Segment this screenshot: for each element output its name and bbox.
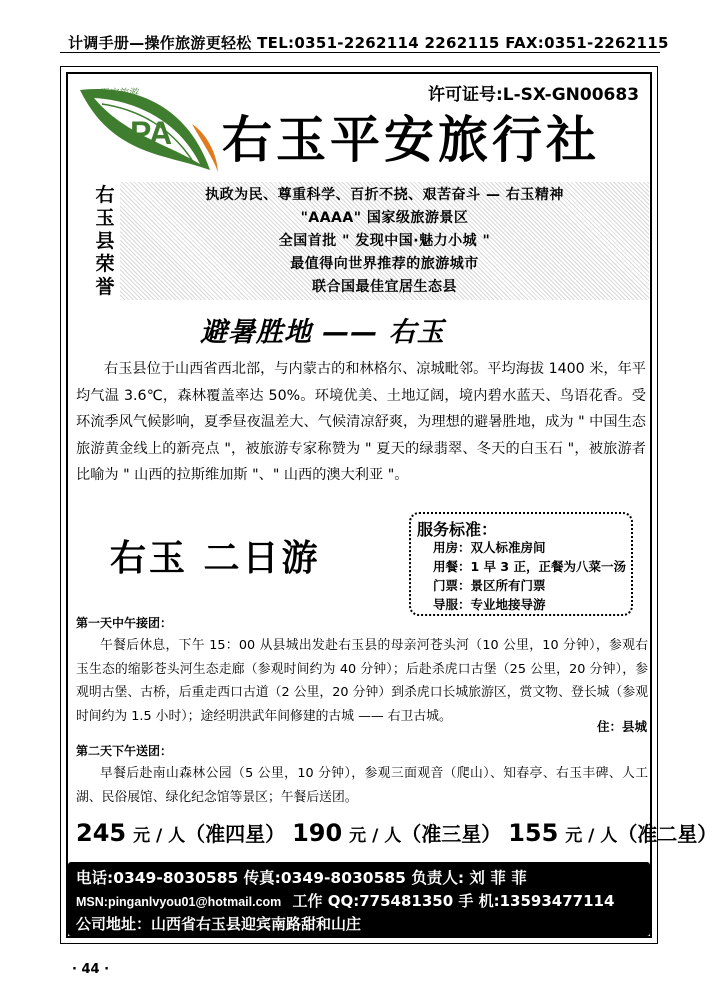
day2-text: 早餐后赴南山森林公园（5 公里，10 分钟），参观三面观音（爬山）、知春亭、右玉丰碑、人工湖、民俗展馆、绿化纪念馆等景区；午餐后送团。 — [76, 766, 648, 805]
company-name: 右玉平安旅行社 — [222, 110, 600, 169]
logo-tagline: 平安旅游 — [98, 88, 138, 99]
contact-box — [68, 862, 650, 936]
price-item: 190 元 / 人（准三星） — [292, 819, 502, 847]
honor-item: 最值得向世界推荐的旅游城市 — [290, 256, 479, 272]
contact-msn: MSN:pinganlvyou01@hotmail.com — [76, 895, 282, 909]
day1-text: 午餐后休息，下午 15：00 从县城出发赴右玉县的母亲河苍头河（10 公里，10 分钟），参观右玉生态的缩影苍头河生态走廊（参观时间约为 40 分钟）；后赴杀虎口古堡（25 公里，20 分钟），参观明古堡、古桥，后重走西口古道（2 公里，20 分钟）到杀虎口长城旅游区，赏文物、登长城（参观时间约为 1.5 小时）；途经明洪武年间修建的古城 —— 右卫古城。 — [76, 638, 648, 724]
service-item: 门票：景区所有门票 — [433, 578, 546, 593]
company-logo — [72, 84, 222, 176]
price-list — [76, 818, 717, 847]
service-item: 用餐：1 早 3 正，正餐为八菜一汤 — [433, 559, 626, 574]
honors-banner — [74, 182, 649, 300]
service-title: 服务标准： — [417, 520, 498, 539]
page-header: 计调手册—操作旅游更轻松 TEL:0351-2262114 2262115 FAX:0351-2262115 — [68, 34, 669, 52]
honor-item: 全国首批 " 发现中国·魅力小城 " — [278, 233, 491, 249]
service-item: 导服：专业地接导游 — [433, 597, 546, 612]
honor-item: 执政为民、尊重科学、百折不挠、艰苦奋斗 — 右玉精神 — [205, 187, 564, 203]
service-standards-box — [409, 512, 633, 616]
tour-title: 右玉 二日游 — [110, 537, 321, 579]
contact-qq-mobile: 工作 QQ:775481350 手 机:13593477114 — [292, 892, 615, 910]
price-item: 155 元 / 人（准二星） — [508, 819, 718, 847]
day2-title: 第二天下午送团： — [76, 744, 173, 758]
day1-stay: 住：县城 — [596, 719, 647, 734]
contact-phone-line: 电话:0349-8030585 传真:0349-8030585 负责人: 刘 菲 菲 — [76, 869, 527, 887]
price-item: 245 元 / 人（准四星） — [76, 819, 286, 847]
honor-item: "AAAA" 国家级旅游景区 — [300, 210, 469, 226]
leaf-logo-icon — [72, 84, 222, 176]
service-list — [433, 538, 626, 614]
honors-vertical-label: 右 玉 县 荣 誉 — [95, 184, 115, 298]
honor-item: 联合国最佳宜居生态县 — [312, 279, 457, 295]
honors-list — [120, 184, 649, 299]
logo-letters: PA — [130, 115, 173, 151]
header-divider — [60, 52, 660, 53]
license-number: 许可证号:L-SX-GN00683 — [428, 85, 640, 105]
intro-paragraph: 右玉县位于山西省西北部，与内蒙古的和林格尔、凉城毗邻。平均海拔 1400 米，年平均气温 3.6℃，森林覆盖率达 50%。环境优美、土地辽阔，境内碧水蓝天、鸟语花香。受环流季风气候影响，夏季昼夜温差大、气候清凉舒爽，为理想的避暑胜地，成为 " 中国生态旅游黄金线上的新亮点 "，被旅游专家称赞为 " 夏天的绿翡翠、冬天的白玉石 "，被旅游者比喻为 " 山西的拉斯维加斯 "、" 山西的澳大利亚 "。 — [76, 361, 646, 483]
page-number: · 44 · — [72, 962, 110, 977]
contact-address: 公司地址：山西省右玉县迎宾南路甜和山庄 — [76, 915, 362, 933]
contact-msn-line — [76, 890, 614, 911]
day1-title: 第一天中午接团： — [76, 616, 173, 630]
service-item: 用房：双人标准房间 — [433, 540, 546, 555]
section-subtitle: 避暑胜地 —— 右玉 — [200, 317, 445, 348]
